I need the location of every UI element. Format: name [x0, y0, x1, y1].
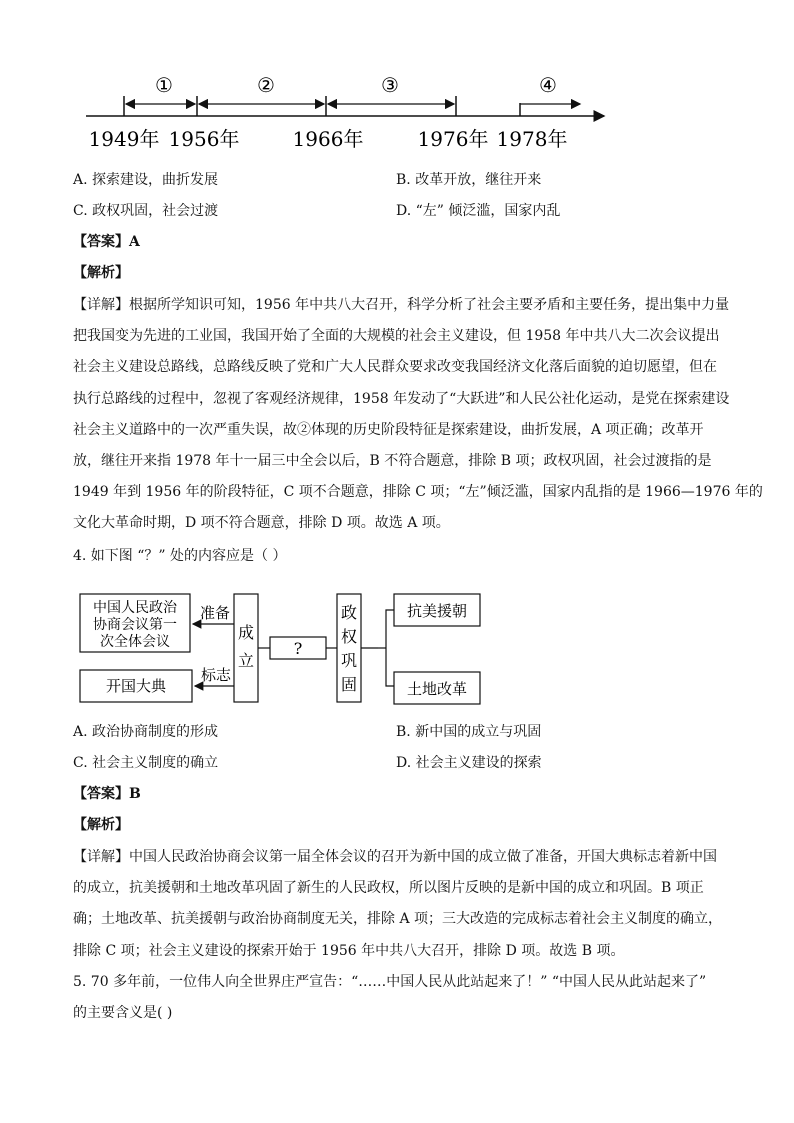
answer-label: 【答案】B: [73, 786, 141, 802]
q4-explanation: [73, 842, 723, 967]
explanation-line: 确；土地改革、抗美援朝与政治协商制度无关，排除 A 项；三大改造的完成标志着社会主义制度的确立，: [73, 911, 723, 928]
founding-box: [234, 594, 258, 702]
cppcc-line: 协商会议第一: [93, 617, 177, 633]
consolidate-char: 政: [340, 603, 358, 622]
question-line: 5. 70 多年前，一位伟人向全世界庄严宣告：“……中国人民从此站起来了！” “中国人民从此站起来了”: [73, 974, 707, 990]
option-d: D. 社会主义建设的探索: [396, 755, 542, 771]
option-b: B. 改革开放，继往开来: [396, 172, 542, 188]
analysis-label: 【解析】: [73, 817, 129, 833]
explanation-line: 的成立，抗美援朝和土地改革巩固了新生的人民政权，所以图片反映的是新中国的成立和巩固。B 项正: [73, 880, 704, 897]
option-c: C. 社会主义制度的确立: [73, 755, 219, 771]
year-label: 1976年: [417, 127, 489, 151]
option-d: D. “左” 倾泛滥，国家内乱: [396, 203, 561, 219]
mark-label: 标志: [200, 666, 232, 684]
timeline-figure: [0, 0, 794, 160]
explanation-line: 文化大革命时期，D 项不符合题意，排除 D 项。故选 A 项。: [73, 515, 450, 532]
land-reform-label: 土地改革: [406, 680, 468, 698]
option-c: C. 政权巩固，社会过渡: [73, 203, 219, 219]
explanation-line: 1949 年到 1956 年的阶段特征，C 项不合题意，排除 C 项；“左”倾泛滥，国家内乱指的是 1966—1976 年的: [73, 484, 763, 501]
explanation-line: 执行总路线的过程中，忽视了客观经济规律，1958 年发动了“大跃进”和人民公社化运动，是党在探索建设: [73, 390, 730, 407]
question-mark: ?: [293, 639, 303, 658]
explanation-line: 排除 C 项；社会主义建设的探索开始于 1956 年中共八大召开，排除 D 项。故选 B 项。: [73, 942, 625, 959]
segment-3-label: ③: [381, 73, 399, 97]
answer-label: 【答案】A: [73, 234, 140, 250]
explanation-line: 社会主义道路中的一次严重失误，故②体现的历史阶段特征是探索建设，曲折发展，A 项正确；改革开: [73, 421, 704, 438]
question-line: 的主要含义是( ): [73, 1005, 173, 1022]
explanation-line: 社会主义建设总路线，总路线反映了党和广大人民群众要求改变我国经济文化落后面貌的迫切愿望，但在: [73, 359, 717, 376]
year-label: 1978年: [496, 127, 568, 151]
korea-label: 抗美援朝: [406, 602, 468, 620]
explanation-line: 把我国变为先进的工业国，我国开始了全面的大规模的社会主义建设，但 1958 年中共八大二次会议提出: [73, 328, 720, 345]
q4-diagram: [0, 580, 794, 710]
analysis-label: 【解析】: [73, 265, 129, 281]
explanation-line: 放，继往开来指 1978 年十一届三中全会以后，B 不符合题意，排除 B 项；政权巩固，社会过渡指的是: [73, 453, 712, 470]
explanation-line: 【详解】根据所学知识可知，1956 年中共八大召开，科学分析了社会主要矛盾和主要任务，提出集中力量: [73, 297, 730, 313]
q3-explanation: [73, 290, 763, 540]
founding-char: 成: [237, 623, 255, 642]
year-label: 1956年: [168, 127, 240, 151]
cppcc-line: 中国人民政治: [93, 600, 177, 616]
cppcc-line: 次全体会议: [100, 634, 170, 650]
prepare-label: 准备: [199, 604, 231, 622]
explanation-line: 【详解】中国人民政治协商会议第一届全体会议的召开为新中国的成立做了准备，开国大典标志着新中国: [73, 849, 717, 865]
year-label: 1949年: [88, 127, 160, 151]
consolidate-char: 固: [340, 675, 358, 694]
year-label: 1966年: [292, 127, 364, 151]
ceremony-label: 开国大典: [105, 677, 167, 695]
option-a: A. 探索建设，曲折发展: [73, 172, 219, 188]
question-4-stem: 4. 如下图 “？” 处的内容应是（ ）: [73, 548, 287, 564]
segment-1-label: ①: [155, 73, 173, 97]
option-b: B. 新中国的成立与巩固: [396, 724, 542, 740]
consolidate-char: 权: [340, 627, 358, 646]
founding-char: 立: [237, 651, 255, 670]
question-5-stem: [73, 967, 723, 1029]
consolidate-char: 巩: [340, 651, 358, 670]
segment-4-label: ④: [539, 73, 557, 97]
option-a: A. 政治协商制度的形成: [73, 724, 219, 740]
segment-2-label: ②: [257, 73, 275, 97]
